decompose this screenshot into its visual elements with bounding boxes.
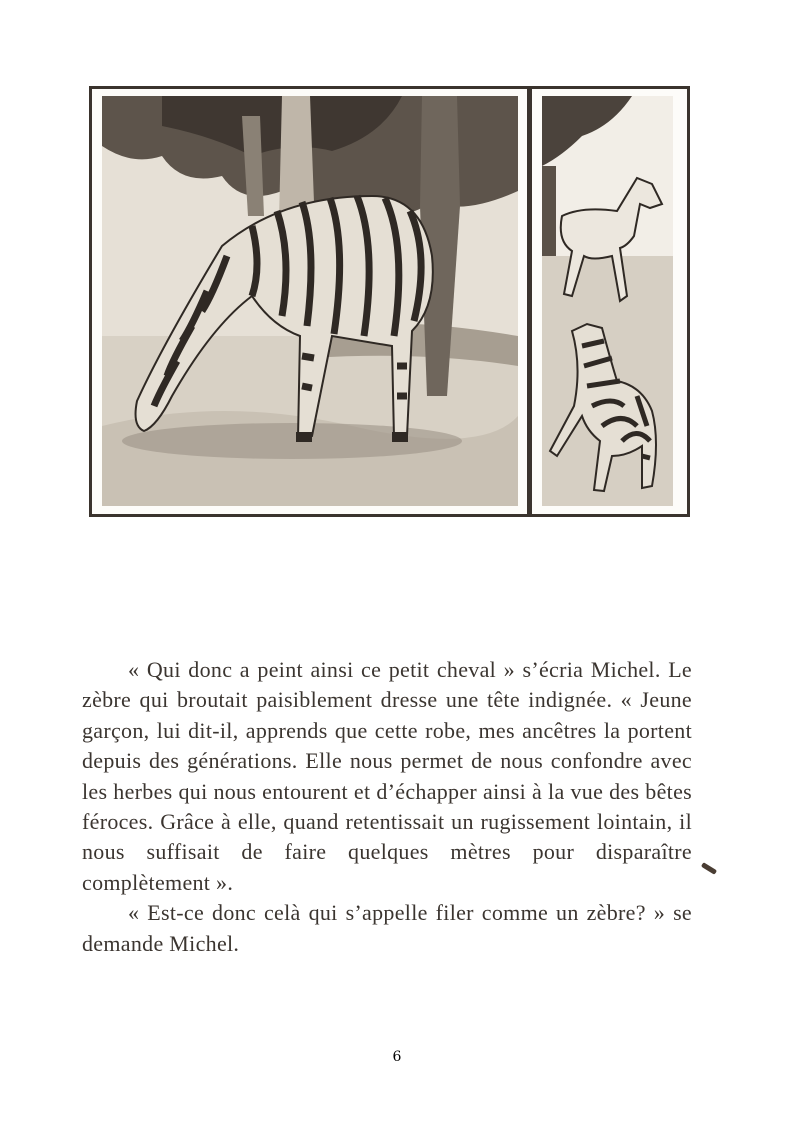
story-text [82,655,692,959]
horse-and-zebra-illustration [542,96,673,506]
illustration-divider [527,86,532,517]
ink-mark [701,862,717,875]
page-number: 6 [392,1049,402,1065]
story-paragraph-1: « Qui donc a peint ainsi ce petit cheval » s’écria Michel. Le zèbre qui broutait paisiblement dresse une tête indignée. « Jeune garçon, lui dit-il, apprends que cette robe, mes ancêtres la portent depuis des générations. Elle nous permet de nous confondre avec les herbes qui nous entourent et d’échapper ainsi à la vue des bêtes féroces. Grâce à elle, quand retentissait un rugissement lointain, il nous suffisait de faire quelques mètres pour disparaître complètement ». [82,657,692,895]
zebra-grazing-illustration [102,96,518,506]
story-paragraph-2: « Est-ce donc celà qui s’appelle filer comme un zèbre? » se demande Michel. [82,900,692,956]
